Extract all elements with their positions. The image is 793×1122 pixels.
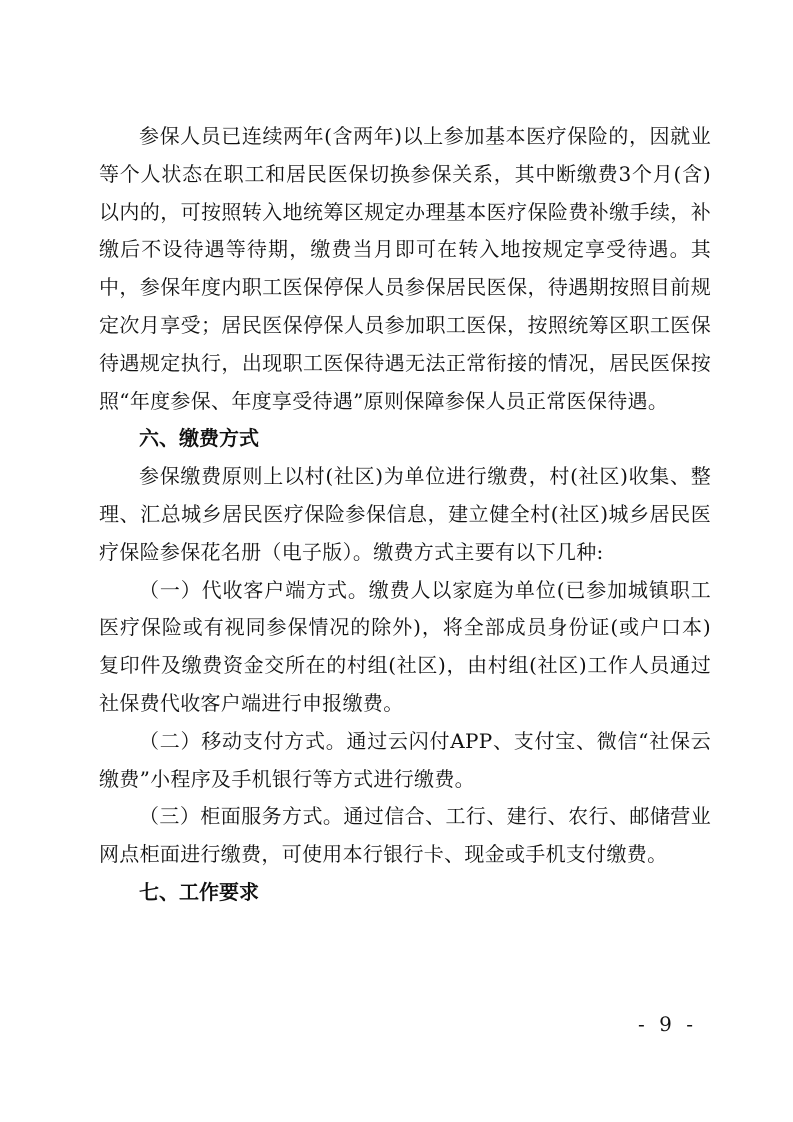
section-heading-work-requirements: 七、工作要求 [139,879,259,904]
paragraph-payment-principle: 参保缴费原则上以村(社区)为单位进行缴费，村(社区)收集、整理、汇总城乡居民医疗保险参保信息，建立健全村(社区)城乡居民医疗保险参保花名册（电子版）。缴费方式主要有以下几种: [99,464,711,564]
paragraph-transfer-insurance: 参保人员已连续两年(含两年)以上参加基本医疗保险的，因就业等个人状态在职工和居民医保切换参保关系，其中断缴费3个月(含)以内的，可按照转入地统筹区规定办理基本医疗保险费补缴手续，补缴后不设待遇等待期，缴费当月即可在转入地按规定享受待遇。其中，参保年度内职工医保停保人员参保居民医保，待遇期按照目前规定次月享受；居民医保停保人员参加职工医保，按照统筹区职工医保待遇规定执行，出现职工医保待遇无法正常衔接的情况，居民医保按照“年度参保、年度享受待遇”原则保障参保人员正常医保待遇。 [99,124,711,413]
paragraph-method-counter: （三）柜面服务方式。通过信合、工行、建行、农行、邮储营业网点柜面进行缴费，可使用本行银行卡、现金或手机支付缴费。 [99,804,711,867]
section-heading-payment-methods: 六、缴费方式 [139,426,259,451]
page-number: - 9 - [638,1012,697,1036]
document-body [99,118,711,912]
paragraph-method-mobile: （二）移动支付方式。通过云闪付APP、支付宝、微信“社保云缴费”小程序及手机银行等方式进行缴费。 [99,728,712,791]
paragraph-method-client: （一）代收客户端方式。缴费人以家庭为单位(已参加城镇职工医疗保险或有视同参保情况的除外)，将全部成员身份证(或户口本)复印件及缴费资金交所在的村组(社区)，由村组(社区)工作人员通过社保费代收客户端进行申报缴费。 [99,577,711,715]
